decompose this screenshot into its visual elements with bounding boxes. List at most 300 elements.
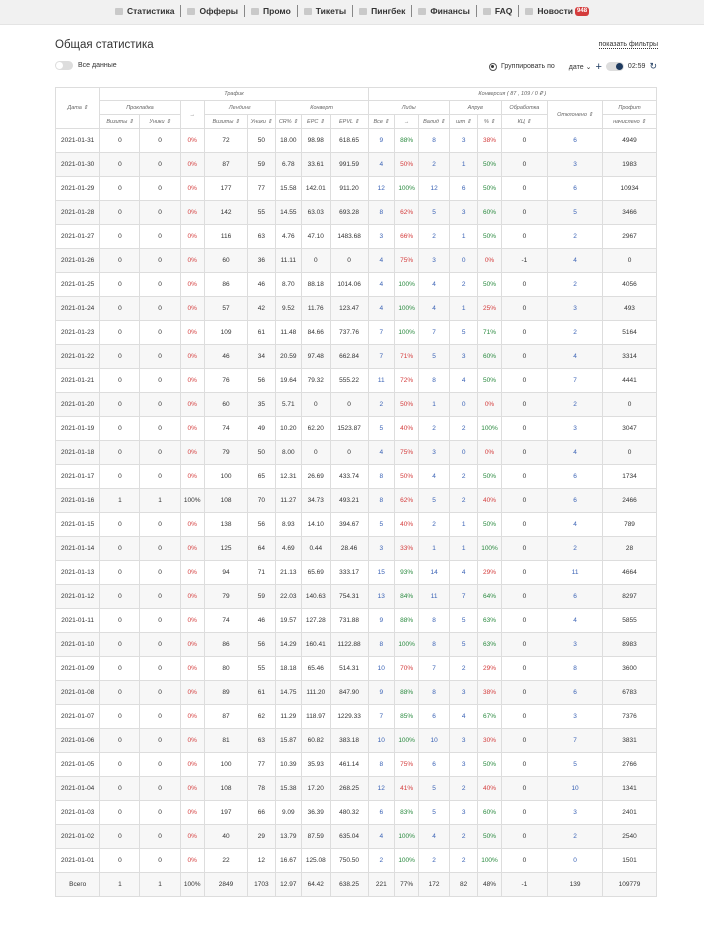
table-cell[interactable]: 15 xyxy=(368,561,394,585)
table-cell: 2021-01-18 xyxy=(56,441,100,465)
column-header[interactable]: КЦ ⇕ xyxy=(501,115,547,129)
table-row xyxy=(56,729,657,753)
table-cell: 0 xyxy=(140,177,180,201)
table-cell: 85% xyxy=(394,705,418,729)
table-cell[interactable]: 9 xyxy=(368,681,394,705)
table-cell[interactable]: 7 xyxy=(548,369,603,393)
nav-item-6[interactable] xyxy=(477,0,518,22)
table-cell: 383.18 xyxy=(330,729,368,753)
table-cell[interactable]: 2 xyxy=(449,657,478,681)
table-cell: 2021-01-07 xyxy=(56,705,100,729)
table-cell[interactable]: 4 xyxy=(419,465,450,489)
table-cell[interactable]: 5 xyxy=(419,345,450,369)
table-cell[interactable]: 3 xyxy=(449,129,478,153)
table-cell: 2021-01-23 xyxy=(56,321,100,345)
table-cell[interactable]: 6 xyxy=(548,465,603,489)
all-data-toggle[interactable] xyxy=(55,61,73,70)
table-cell: 35.93 xyxy=(302,753,331,777)
table-cell: 1483.68 xyxy=(330,225,368,249)
table-cell[interactable]: 4 xyxy=(548,249,603,273)
table-cell[interactable]: 2 xyxy=(368,849,394,873)
table-cell: 14.75 xyxy=(275,681,301,705)
table-cell: 50 xyxy=(248,129,275,153)
table-cell[interactable]: 6 xyxy=(368,801,394,825)
table-cell[interactable]: 7 xyxy=(368,345,394,369)
table-cell[interactable]: 9 xyxy=(368,129,394,153)
table-cell[interactable]: 4 xyxy=(368,297,394,321)
table-cell: 142.01 xyxy=(302,177,331,201)
table-cell[interactable]: 4 xyxy=(368,273,394,297)
table-cell[interactable]: 1 xyxy=(419,537,450,561)
table-cell[interactable]: 4 xyxy=(368,825,394,849)
table-cell: 5.71 xyxy=(275,393,301,417)
table-cell[interactable]: 2 xyxy=(419,849,450,873)
table-cell: 991.59 xyxy=(330,153,368,177)
table-cell: 493 xyxy=(603,297,657,321)
table-cell[interactable]: 12 xyxy=(368,177,394,201)
table-cell[interactable]: 3 xyxy=(419,441,450,465)
table-cell[interactable]: 6 xyxy=(419,705,450,729)
nav-item-5[interactable] xyxy=(412,0,475,22)
table-cell: 19.57 xyxy=(275,609,301,633)
table-cell: 29 xyxy=(248,825,275,849)
table-cell[interactable]: 0 xyxy=(449,393,478,417)
table-cell[interactable]: 14 xyxy=(419,561,450,585)
table-cell: 0% xyxy=(180,537,204,561)
table-row xyxy=(56,753,657,777)
table-cell[interactable]: 10 xyxy=(548,777,603,801)
table-cell: 34.73 xyxy=(302,489,331,513)
column-header[interactable]: % ⇕ xyxy=(478,115,501,129)
table-cell[interactable]: 3 xyxy=(449,201,478,225)
table-cell: 0 xyxy=(140,825,180,849)
table-cell: 693.28 xyxy=(330,201,368,225)
table-cell: 64% xyxy=(478,585,501,609)
nav-item-1[interactable] xyxy=(181,0,244,22)
table-cell[interactable]: 3 xyxy=(548,801,603,825)
table-cell: 0 xyxy=(302,441,331,465)
table-cell: 11.29 xyxy=(275,705,301,729)
table-cell: 8.70 xyxy=(275,273,301,297)
table-cell[interactable]: 0 xyxy=(449,441,478,465)
table-cell: 41% xyxy=(394,777,418,801)
table-cell: 0 xyxy=(501,849,547,873)
table-cell[interactable]: 11 xyxy=(548,561,603,585)
table-cell: 493.21 xyxy=(330,489,368,513)
table-cell: 0 xyxy=(100,777,140,801)
table-cell: 60 xyxy=(204,393,247,417)
table-cell: 0 xyxy=(100,681,140,705)
table-cell[interactable]: 4 xyxy=(419,273,450,297)
table-cell[interactable]: 4 xyxy=(548,345,603,369)
table-cell: 3314 xyxy=(603,345,657,369)
table-cell[interactable]: 4 xyxy=(449,561,478,585)
table-cell: 109 xyxy=(204,321,247,345)
table-cell[interactable]: 4 xyxy=(368,441,394,465)
table-cell[interactable]: 4 xyxy=(368,249,394,273)
table-cell: 0 xyxy=(100,729,140,753)
table-cell[interactable]: 6 xyxy=(548,681,603,705)
table-cell[interactable]: 5 xyxy=(449,609,478,633)
table-cell[interactable]: 4 xyxy=(419,825,450,849)
column-header[interactable]: Уники ⇕ xyxy=(248,115,275,129)
table-cell: 0% xyxy=(180,273,204,297)
table-cell: 71% xyxy=(478,321,501,345)
table-cell: 79.32 xyxy=(302,369,331,393)
table-cell[interactable]: 12 xyxy=(419,177,450,201)
nav-label: Финансы xyxy=(430,6,470,16)
table-cell: 0% xyxy=(180,753,204,777)
table-cell[interactable]: 8 xyxy=(419,633,450,657)
table-cell[interactable]: 1 xyxy=(449,297,478,321)
table-cell[interactable]: 7 xyxy=(419,321,450,345)
table-row xyxy=(56,465,657,489)
nav-label: Новости xyxy=(537,6,574,16)
show-filters-link[interactable]: показать фильтры xyxy=(598,41,658,48)
table-cell: 50% xyxy=(394,393,418,417)
table-cell: 13.79 xyxy=(275,825,301,849)
time-label: 02:59 xyxy=(627,63,646,70)
group-by-radio[interactable] xyxy=(489,63,497,71)
table-cell[interactable]: 7 xyxy=(449,585,478,609)
column-header[interactable]: → xyxy=(394,115,418,129)
table-cell: 100% xyxy=(394,297,418,321)
table-cell: 0 xyxy=(140,801,180,825)
table-cell[interactable]: 5 xyxy=(419,489,450,513)
table-cell: 40% xyxy=(394,513,418,537)
table-cell[interactable]: 8 xyxy=(368,489,394,513)
column-header[interactable]: Визиты ⇕ xyxy=(204,115,247,129)
table-cell[interactable]: 5 xyxy=(548,753,603,777)
table-cell: 7376 xyxy=(603,705,657,729)
table-cell[interactable]: 2 xyxy=(449,273,478,297)
column-header[interactable]: Уники ⇕ xyxy=(140,115,180,129)
table-cell: 0% xyxy=(180,705,204,729)
news-badge: 948 xyxy=(577,7,588,14)
table-cell: 0% xyxy=(180,249,204,273)
table-cell[interactable]: 12 xyxy=(368,777,394,801)
table-cell[interactable]: 5 xyxy=(419,777,450,801)
table-cell: 172 xyxy=(419,873,450,897)
table-cell: 28 xyxy=(603,537,657,561)
table-cell: 100% xyxy=(394,273,418,297)
table-cell[interactable]: 8 xyxy=(419,681,450,705)
table-cell: 0 xyxy=(603,393,657,417)
table-cell[interactable]: 3 xyxy=(548,633,603,657)
table-cell[interactable]: 3 xyxy=(449,729,478,753)
table-cell: 0% xyxy=(180,825,204,849)
nav-item-3[interactable] xyxy=(298,0,352,22)
table-cell: 4664 xyxy=(603,561,657,585)
table-cell[interactable]: 2 xyxy=(548,537,603,561)
table-cell[interactable]: 3 xyxy=(449,681,478,705)
table-cell: 75% xyxy=(394,441,418,465)
table-cell[interactable]: 11 xyxy=(419,585,450,609)
table-cell: 0 xyxy=(140,417,180,441)
table-cell: 0 xyxy=(100,201,140,225)
table-cell: 618.65 xyxy=(330,129,368,153)
table-cell: 84.66 xyxy=(302,321,331,345)
table-cell: 97.48 xyxy=(302,345,331,369)
table-cell[interactable]: 2 xyxy=(548,273,603,297)
table-cell[interactable]: 8 xyxy=(368,465,394,489)
auto-refresh-toggle[interactable] xyxy=(606,62,624,71)
table-cell: 140.63 xyxy=(302,585,331,609)
arrow-header: → xyxy=(180,101,204,129)
table-cell: 14.55 xyxy=(275,201,301,225)
table-row xyxy=(56,417,657,441)
column-header[interactable]: CR% ⇕ xyxy=(275,115,301,129)
plus-icon[interactable]: + xyxy=(595,60,602,73)
table-cell: 11.11 xyxy=(275,249,301,273)
table-cell[interactable]: 8 xyxy=(419,609,450,633)
table-cell[interactable]: 2 xyxy=(368,393,394,417)
table-cell[interactable]: 6 xyxy=(548,129,603,153)
table-cell[interactable]: 2 xyxy=(548,321,603,345)
table-cell: 25% xyxy=(478,297,501,321)
table-cell[interactable]: 6 xyxy=(419,753,450,777)
nav-item-0[interactable] xyxy=(109,0,181,22)
nav-item-7[interactable] xyxy=(519,0,595,22)
nav-label: Офферы xyxy=(199,6,239,16)
table-cell: 40% xyxy=(478,777,501,801)
table-cell: 0 xyxy=(501,513,547,537)
table-cell[interactable]: 3 xyxy=(548,297,603,321)
table-cell[interactable]: 8 xyxy=(368,633,394,657)
table-cell[interactable]: 3 xyxy=(548,705,603,729)
table-cell[interactable]: 2 xyxy=(548,393,603,417)
chevron-down-icon: ⌄ xyxy=(585,63,592,71)
table-cell[interactable]: 7 xyxy=(548,729,603,753)
table-cell: 60% xyxy=(478,801,501,825)
table-cell: 0 xyxy=(140,513,180,537)
table-cell[interactable]: 2 xyxy=(419,417,450,441)
table-cell[interactable]: 5 xyxy=(548,201,603,225)
table-cell: 0 xyxy=(100,705,140,729)
column-header[interactable]: EPVL ⇕ xyxy=(330,115,368,129)
column-header[interactable]: EPC ⇕ xyxy=(302,115,331,129)
pingback-icon xyxy=(359,8,367,15)
table-cell[interactable]: 1 xyxy=(449,225,478,249)
table-cell: 74 xyxy=(204,609,247,633)
table-cell: 0% xyxy=(180,513,204,537)
table-cell: 79 xyxy=(204,441,247,465)
table-cell: 123.47 xyxy=(330,297,368,321)
table-cell: 0 xyxy=(140,633,180,657)
table-cell: 89 xyxy=(204,681,247,705)
rejected-header[interactable]: Отклонено ⇕ xyxy=(548,101,603,129)
table-row xyxy=(56,537,657,561)
table-cell[interactable]: 11 xyxy=(368,369,394,393)
table-cell: 50% xyxy=(478,273,501,297)
table-row xyxy=(56,345,657,369)
table-cell: 0 xyxy=(100,369,140,393)
table-cell[interactable]: 5 xyxy=(449,321,478,345)
table-cell[interactable]: 3 xyxy=(548,153,603,177)
table-cell: 0 xyxy=(501,585,547,609)
table-cell[interactable]: 4 xyxy=(548,609,603,633)
table-cell[interactable]: 2 xyxy=(449,849,478,873)
table-cell[interactable]: 8 xyxy=(548,657,603,681)
table-cell[interactable]: 3 xyxy=(449,801,478,825)
all-data-label: Все данные xyxy=(78,62,117,69)
table-cell: 1734 xyxy=(603,465,657,489)
table-cell: 0% xyxy=(180,345,204,369)
table-cell: 0% xyxy=(180,585,204,609)
table-cell: 0% xyxy=(180,297,204,321)
table-cell: 100 xyxy=(204,465,247,489)
date-header[interactable]: Дата ⇕ xyxy=(56,88,100,129)
table-cell: 0 xyxy=(501,681,547,705)
table-cell: 20.59 xyxy=(275,345,301,369)
table-cell[interactable]: 6 xyxy=(548,585,603,609)
table-cell: 2021-01-09 xyxy=(56,657,100,681)
table-cell: 0% xyxy=(180,225,204,249)
table-cell[interactable]: 6 xyxy=(449,177,478,201)
table-cell[interactable]: 7 xyxy=(368,705,394,729)
table-cell[interactable]: 2 xyxy=(419,153,450,177)
table-row xyxy=(56,297,657,321)
group-by-select[interactable]: дате ⌄ xyxy=(568,63,592,71)
table-cell: 0 xyxy=(501,801,547,825)
table-cell[interactable]: 3 xyxy=(449,345,478,369)
table-cell: 100% xyxy=(478,537,501,561)
table-row xyxy=(56,825,657,849)
nav-item-4[interactable] xyxy=(353,0,411,22)
table-cell[interactable]: 2 xyxy=(548,825,603,849)
column-header[interactable]: начислено ⇕ xyxy=(603,115,657,129)
table-cell: 8983 xyxy=(603,633,657,657)
table-cell[interactable]: 6 xyxy=(548,489,603,513)
table-cell[interactable]: 2 xyxy=(449,777,478,801)
table-cell: 49 xyxy=(248,417,275,441)
table-cell: 50% xyxy=(478,753,501,777)
table-cell: 0% xyxy=(478,393,501,417)
table-cell[interactable]: 1 xyxy=(449,153,478,177)
table-cell[interactable]: 4 xyxy=(548,513,603,537)
table-cell[interactable]: 2 xyxy=(449,825,478,849)
table-cell[interactable]: 4 xyxy=(368,153,394,177)
table-cell[interactable]: 8 xyxy=(368,201,394,225)
table-cell[interactable]: 4 xyxy=(548,441,603,465)
table-cell[interactable]: 0 xyxy=(548,849,603,873)
table-cell[interactable]: 7 xyxy=(368,321,394,345)
table-cell[interactable]: 4 xyxy=(419,297,450,321)
refresh-icon[interactable]: ↻ xyxy=(649,61,657,71)
table-cell[interactable]: 4 xyxy=(449,369,478,393)
table-cell: 79 xyxy=(204,585,247,609)
table-cell: 0 xyxy=(140,729,180,753)
table-cell: 63.03 xyxy=(302,201,331,225)
table-cell: 142 xyxy=(204,201,247,225)
column-header[interactable]: шт ⇕ xyxy=(449,115,478,129)
column-header[interactable]: Валид ⇕ xyxy=(419,115,450,129)
table-cell[interactable]: 10 xyxy=(419,729,450,753)
table-cell: 100% xyxy=(394,849,418,873)
table-cell[interactable]: 4 xyxy=(449,705,478,729)
table-cell: 0 xyxy=(100,153,140,177)
table-cell: 0 xyxy=(501,777,547,801)
table-cell[interactable]: 1 xyxy=(449,537,478,561)
table-cell: 4949 xyxy=(603,129,657,153)
nav-label: Пингбек xyxy=(371,6,406,16)
table-cell[interactable]: 10 xyxy=(368,657,394,681)
table-row xyxy=(56,657,657,681)
column-header[interactable]: Визиты ⇕ xyxy=(100,115,140,129)
table-cell[interactable]: 5 xyxy=(419,801,450,825)
table-cell[interactable]: 3 xyxy=(449,753,478,777)
table-cell[interactable]: 2 xyxy=(449,465,478,489)
table-cell[interactable]: 2 xyxy=(449,489,478,513)
leads-header: Лиды xyxy=(368,101,449,115)
table-cell: 108 xyxy=(204,777,247,801)
column-header[interactable]: Все ⇕ xyxy=(368,115,394,129)
table-cell: 0 xyxy=(100,609,140,633)
table-cell[interactable]: 8 xyxy=(368,753,394,777)
table-cell: 0 xyxy=(140,537,180,561)
table-cell[interactable]: 6 xyxy=(548,177,603,201)
table-cell[interactable]: 9 xyxy=(368,609,394,633)
table-cell[interactable]: 10 xyxy=(368,729,394,753)
table-cell: 0% xyxy=(180,801,204,825)
table-cell: 50% xyxy=(478,369,501,393)
table-row xyxy=(56,393,657,417)
table-cell: 64.42 xyxy=(302,873,331,897)
table-cell: 74 xyxy=(204,417,247,441)
table-cell: 93% xyxy=(394,561,418,585)
table-cell[interactable]: 2 xyxy=(419,225,450,249)
table-cell[interactable]: 8 xyxy=(419,129,450,153)
table-cell[interactable]: 3 xyxy=(548,417,603,441)
table-cell: 100% xyxy=(394,177,418,201)
table-cell[interactable]: 1 xyxy=(449,513,478,537)
table-cell: 2021-01-12 xyxy=(56,585,100,609)
table-cell[interactable]: 5 xyxy=(368,513,394,537)
table-cell: 0 xyxy=(603,249,657,273)
table-cell: 3047 xyxy=(603,417,657,441)
table-cell: 2021-01-15 xyxy=(56,513,100,537)
table-cell[interactable]: 7 xyxy=(419,657,450,681)
table-cell[interactable]: 3 xyxy=(368,537,394,561)
table-cell: 0 xyxy=(100,273,140,297)
table-cell[interactable]: 2 xyxy=(449,417,478,441)
table-cell: 0% xyxy=(180,849,204,873)
table-cell: 5855 xyxy=(603,609,657,633)
table-cell: 14.29 xyxy=(275,633,301,657)
table-cell[interactable]: 3 xyxy=(419,249,450,273)
table-cell: 0% xyxy=(180,321,204,345)
table-cell: 2021-01-29 xyxy=(56,177,100,201)
table-cell: 100% xyxy=(394,633,418,657)
table-cell: 70 xyxy=(248,489,275,513)
landers-header: Лендинг xyxy=(204,101,275,115)
table-cell: 6.78 xyxy=(275,153,301,177)
nav-item-2[interactable] xyxy=(245,0,297,22)
table-cell[interactable]: 0 xyxy=(449,249,478,273)
table-cell[interactable]: 8 xyxy=(419,369,450,393)
table-cell[interactable]: 2 xyxy=(419,513,450,537)
table-cell[interactable]: 2 xyxy=(548,225,603,249)
table-cell: 16.67 xyxy=(275,849,301,873)
table-cell: 177 xyxy=(204,177,247,201)
profit-header: Профит xyxy=(603,101,657,115)
table-cell[interactable]: 5 xyxy=(368,417,394,441)
table-cell[interactable]: 3 xyxy=(368,225,394,249)
table-cell[interactable]: 5 xyxy=(419,201,450,225)
table-cell[interactable]: 1 xyxy=(419,393,450,417)
table-cell[interactable]: 5 xyxy=(449,633,478,657)
table-cell[interactable]: 13 xyxy=(368,585,394,609)
